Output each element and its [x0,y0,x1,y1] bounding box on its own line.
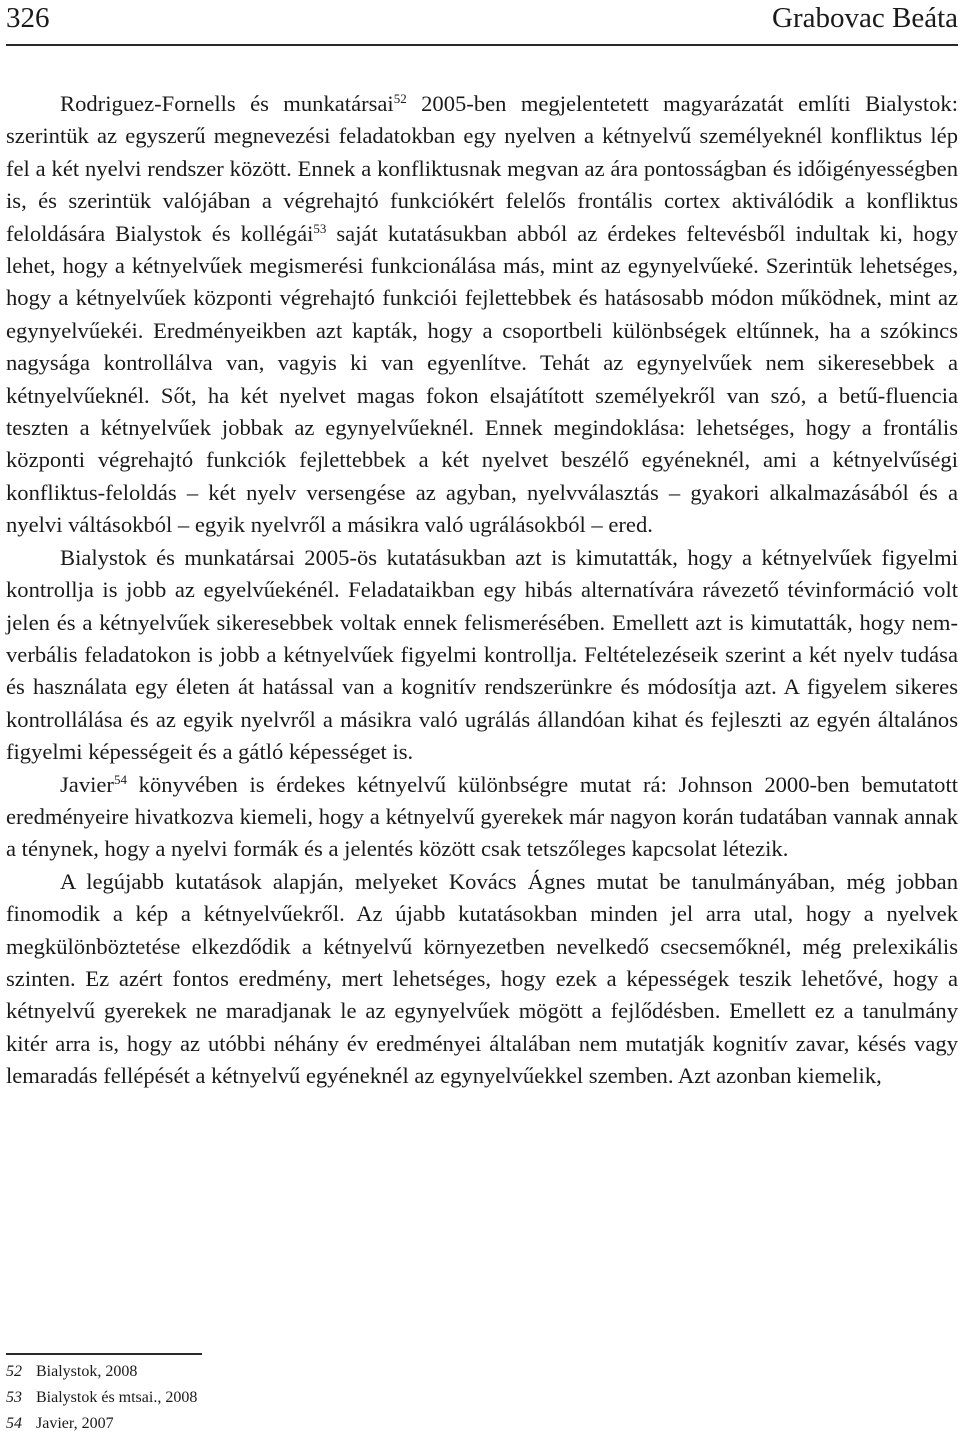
footnote-number: 52 [6,1363,22,1380]
paragraph [6,866,958,1093]
footnote-number: 54 [6,1415,22,1432]
footnotes [6,1359,197,1437]
document-page [6,0,958,1440]
body-text [6,88,958,1093]
paragraph-text: saját kutatásukban abból az érdekes feltevésből indultak ki, hogy lehet, hogy a kétnyelvűek megismerési funkcionálása más, mint az egynyelvűeké. Szerintük lehetséges, hogy a kétnyelvűek központi végrehajtó funkciói fejlettebbek és hatásosabb módon működnek, mint az egynyelvűekéi. Eredményeikben azt kapták, hogy a csoportbeli különbségek eltűnnek, ha a szókincs nagysága kontrollálva van, vagyis ki van egyenlítve. Tehát az egynyelvűek nem sikeresebbek a kétnyelvűeknél. Sőt, ha két nyelvet magas fokon elsajátított személyekről van szó, a betű-fluencia teszten a kétnyelvűek jobbak az egynyelvűeknél. Ennek megindoklása: lehetséges, hogy a frontális központi végrehajtó funkciók fejlettebbek a két nyelvet beszélő egyéneknél, ami a kétnyelvűségi konfliktus-feloldás – két nyelv versengése az agyban, nyelvválasztás – gyakori alkalmazásából és a nyelvi váltásokból – egyik nyelvről a másikra való ugrálásokból – ered. [6,220,958,538]
footnote-reference[interactable]: 54 [113,771,127,787]
paragraph-text: 2005-ben megjelentetett magyarázatát említi Bialystok: szerintük az egyszerű megnevezési feladatokban egy nyelven a kétnyelvű személyeknél konfliktus lép fel a két nyelvi rendszer között. Ennek a konfliktusnak megvan az ára pontosságban és időigényességben is, és szerintük valójában a végrehajtó funkciókért felelős frontális cortex aktiválódik a konfliktus feloldására Bialystok és kollégái [6,91,958,246]
footnote-text: Javier, 2007 [36,1415,114,1432]
paragraph [6,542,958,769]
footnote-text: Bialystok, 2008 [36,1363,138,1380]
paragraph-text: A legújabb kutatások alapján, melyeket Kovács Ágnes mutat be tanulmányában, még jobban finomodik a kép a kétnyelvűekről. Az újabb kutatásokban minden jel arra utal, hogy a nyelvek megkülönböztetése elkezdődik a kétnyelvű környezetben nevelkedő csecsemőknél, még prelexikális szinten. Ez azért fontos eredmény, mert lehetséges, hogy ezek a képességek teszik lehetővé, hogy a kétnyelvű gyerekek ne maradjanak le az egynyelvűek mögött a fejlődésben. Emellett ez a tanulmány kitér arra is, hogy az utóbbi néhány év eredményei általában nem mutatják kognitív zavar, késés vagy lemaradás fellépését a kétnyelvű egyéneknél az egynyelvűekkel szemben. Azt azonban kiemelik, [6,868,958,1089]
page-header [6,0,958,46]
running-head-author: Grabovac Beáta [772,2,958,34]
footnote-separator [6,1353,202,1355]
footnote [6,1385,197,1411]
footnote [6,1359,197,1385]
paragraph-text: Javier [60,771,114,797]
page-number: 326 [6,2,50,34]
footnote-text: Bialystok és mtsai., 2008 [36,1389,198,1406]
paragraph-text: Rodriguez-Fornells és munkatársai [60,91,394,116]
paragraph-text: Bialystok és munkatársai 2005-ös kutatásukban azt is kimutatták, hogy a kétnyelvűek figyelmi kontrollja is jobb az egyelvűekénél. Feladataikban egy hibás alternatívára rávezető tévinformáció volt jelen és a kétnyelvűek sikeresebbek voltak ennek felismerésében. Emellett azt is kimutatták, hogy nem-verbális feladatokon is jobb a kétnyelvűek figyelmi kontrollja. Feltételezéseik szerint a két nyelv tudása és használata egy életen át hatással van a kognitív rendszerünkre és módosítja azt. A figyelem sikeres kontrollálása és az egyik nyelvről a másikra való ugrálás állandóan kihat és fejleszti az egyén általános figyelmi képességeit és a gátló képességet is. [6,544,958,765]
footnote [6,1411,197,1437]
paragraph [6,88,958,542]
paragraph-text: könyvében is érdekes kétnyelvű különbségre mutat rá: Johnson 2000-ben bemutatott eredményeire hivatkozva kiemeli, hogy a kétnyelvű gyerekek már nagyon korán tudatában vannak annak a ténynek, hogy a nyelvi formák és a jelentés között csak tetszőleges kapcsolat létezik. [6,771,958,862]
footnote-reference[interactable]: 52 [393,91,407,107]
footnote-number: 53 [6,1389,22,1406]
paragraph [6,769,958,866]
footnote-reference[interactable]: 53 [313,220,327,236]
